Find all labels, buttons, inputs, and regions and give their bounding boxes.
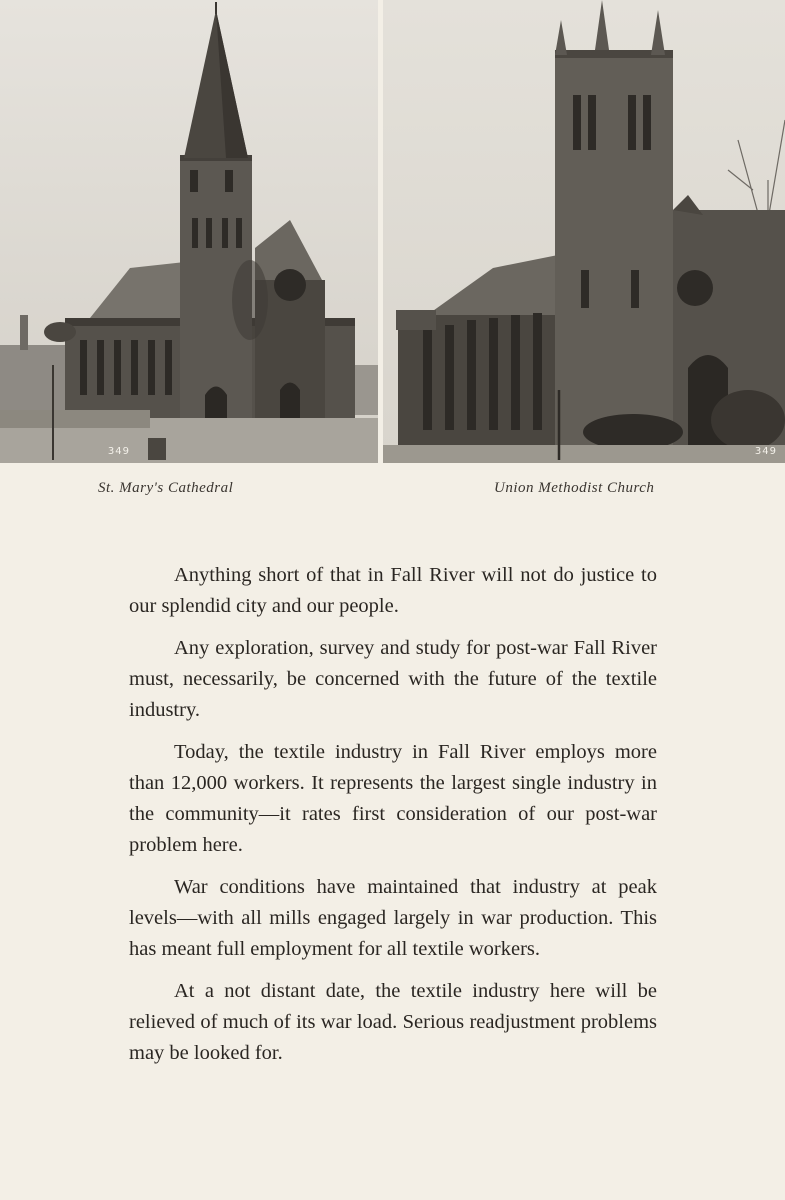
cathedral-photo <box>0 0 378 463</box>
paragraph: At a not distant date, the textile industry here will be relieved of much of its war load. Serious readjustment problems may be looked for. <box>129 980 657 1064</box>
paragraph: Any exploration, survey and study for post-war Fall River must, necessarily, be concerned with the future of the textile industry. <box>129 637 657 721</box>
right-plate-number: 349 <box>754 446 777 457</box>
body-text <box>129 560 657 1080</box>
church-illustration <box>383 0 785 463</box>
cathedral-caption: St. Mary's Cathedral <box>98 480 234 496</box>
church-photo <box>383 0 785 463</box>
church-caption: Union Methodist Church <box>494 480 655 496</box>
cathedral-illustration <box>0 0 378 463</box>
paragraph: Today, the textile industry in Fall River employs more than 12,000 workers. It represents the largest single industry in the community—it rates first consideration of our post-war problem here. <box>129 741 657 856</box>
paragraph: War conditions have maintained that industry at peak levels—with all mills engaged largely in war production. This has meant full employment for all textile workers. <box>129 876 657 960</box>
left-plate-number: 349 <box>107 446 130 457</box>
paragraph: Anything short of that in Fall River will not do justice to our splendid city and our people. <box>129 564 657 617</box>
